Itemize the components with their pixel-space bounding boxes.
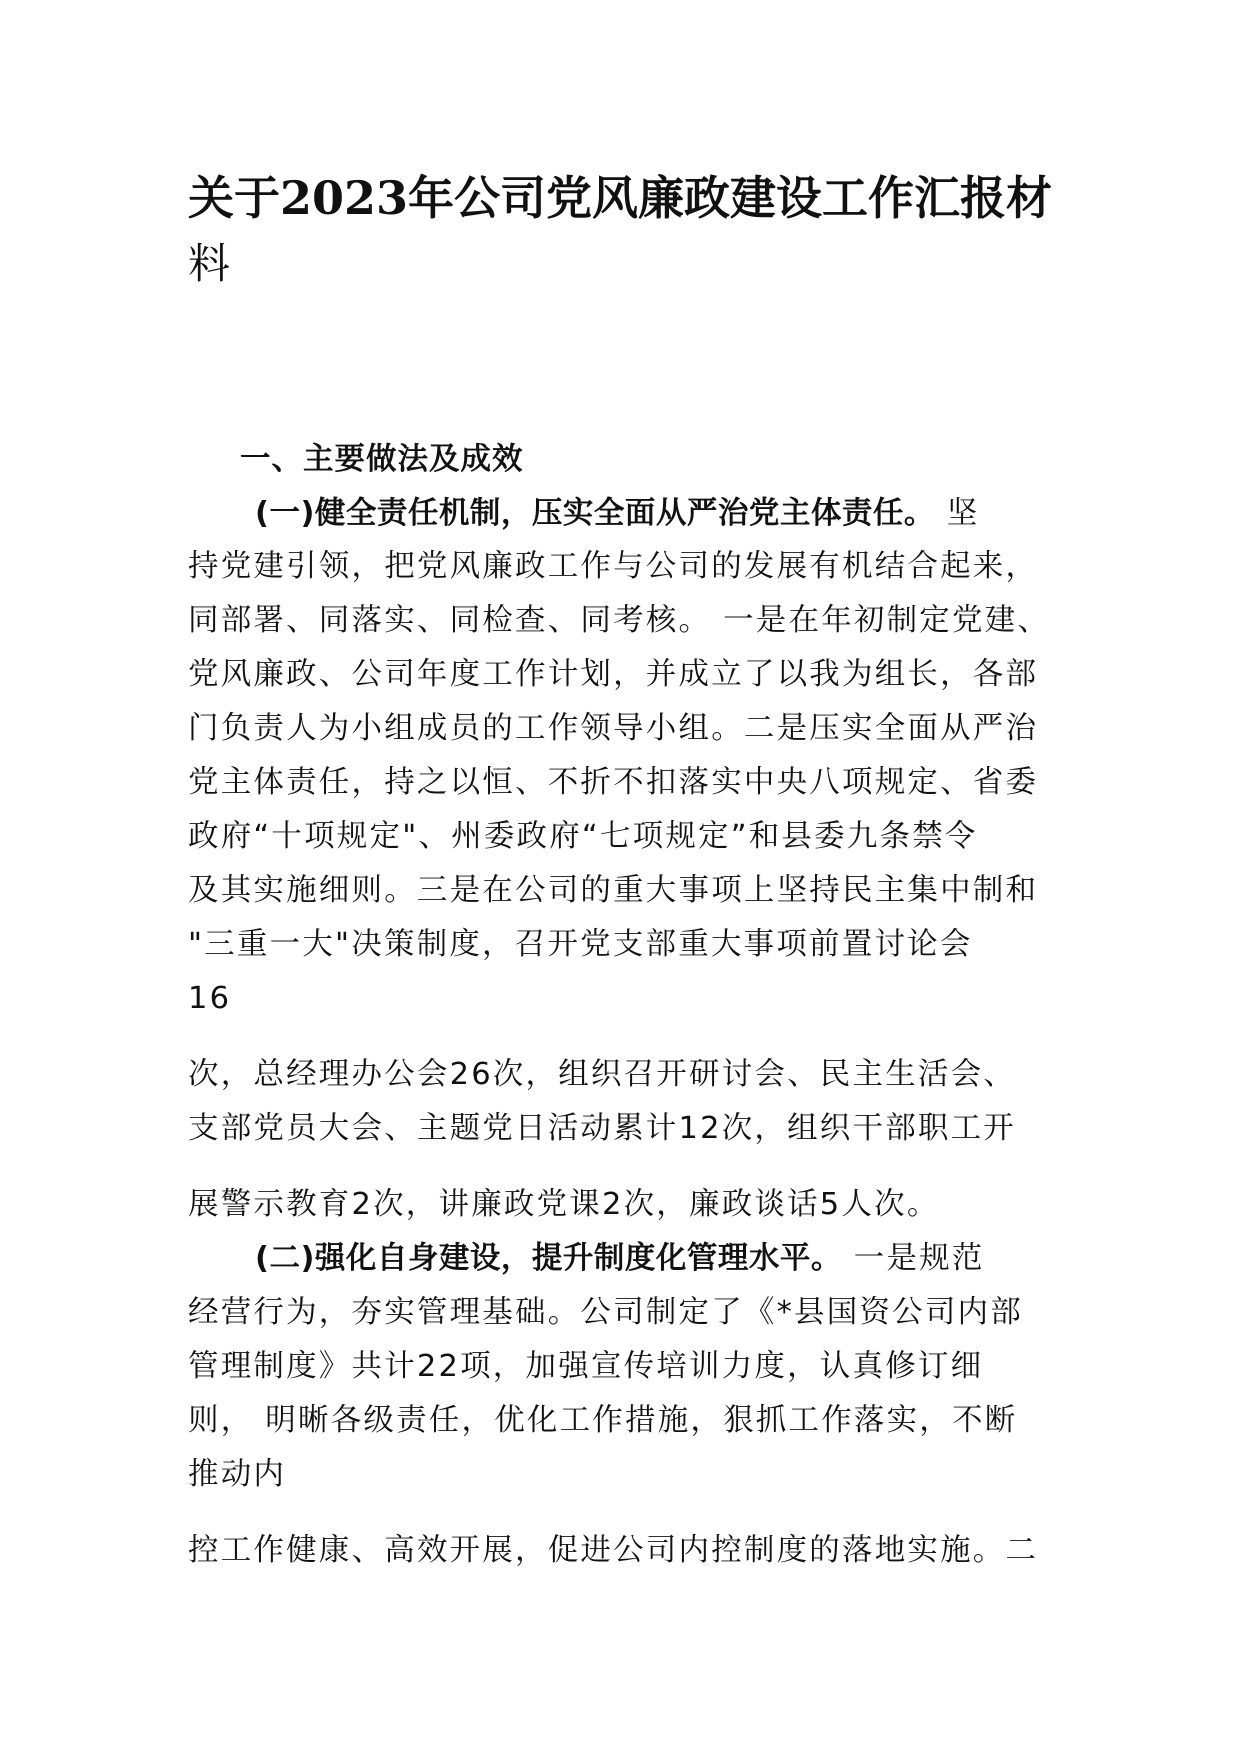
paragraph-2-first-line [255, 1239, 985, 1279]
paragraph-line: 党主体责任，持之以恒、不折不扣落实中央八项规定、省委 [188, 765, 1039, 800]
paragraph-1-first-line [255, 494, 980, 534]
paragraph-line: 管理制度》共计22项，加强宣传培训力度，认真修订细 [188, 1349, 984, 1384]
document-title-line-2: 料 [188, 239, 231, 288]
paragraph-line: 推动内 [188, 1457, 287, 1492]
paragraph-line: 展警示教育2次，讲廉政党课2次，廉政谈话5人次。 [188, 1187, 940, 1222]
paragraph-line: 16 [188, 981, 232, 1016]
paragraph-line: 持党建引领，把党风廉政工作与公司的发展有机结合起来， [188, 549, 1039, 584]
paragraph-2-lead-tail: 一是规范 [841, 1241, 985, 1276]
paragraph-line: 经营行为，夯实管理基础。公司制定了《*县国资公司内部 [188, 1295, 1023, 1330]
paragraph-line: 同部署、同落实、同检查、同考核。 一是在年初制定党建、 [188, 603, 1051, 638]
paragraph-line: 党风廉政、公司年度工作计划，并成立了以我为组长，各部 [188, 657, 1039, 692]
section-heading: 一、主要做法及成效 [240, 442, 524, 477]
paragraph-1-lead-tail: 坚 [934, 496, 980, 531]
paragraph-line: 则， 明晰各级责任，优化工作措施，狠抓工作落实，不断 [188, 1403, 1018, 1438]
paragraph-2-lead: (二)强化自身建设，提升制度化管理水平。 [255, 1241, 842, 1276]
paragraph-line: 控工作健康、高效开展，促进公司内控制度的落地实施。二 [188, 1533, 1039, 1568]
paragraph-line: 门负责人为小组成员的工作领导小组。二是压实全面从严治 [188, 711, 1039, 746]
paragraph-line: 及其实施细则。三是在公司的重大事项上坚持民主集中制和 [188, 873, 1039, 908]
paragraph-line: 支部党员大会、主题党日活动累计12次，组织干部职工开 [188, 1111, 1017, 1146]
document-title-line-1: 关于2023年公司党风廉政建设工作汇报材 [188, 171, 1053, 225]
paragraph-line: 次，总经理办公会26次，组织召开研讨会、民主生活会、 [188, 1057, 1017, 1092]
paragraph-line: 政府“十项规定"、州委政府“七项规定”和县委九条禁令 [188, 819, 978, 854]
paragraph-line: "三重一大"决策制度，召开党支部重大事项前置讨论会 [188, 927, 973, 962]
paragraph-1-lead: (一)健全责任机制，压实全面从严治党主体责任。 [255, 496, 935, 531]
